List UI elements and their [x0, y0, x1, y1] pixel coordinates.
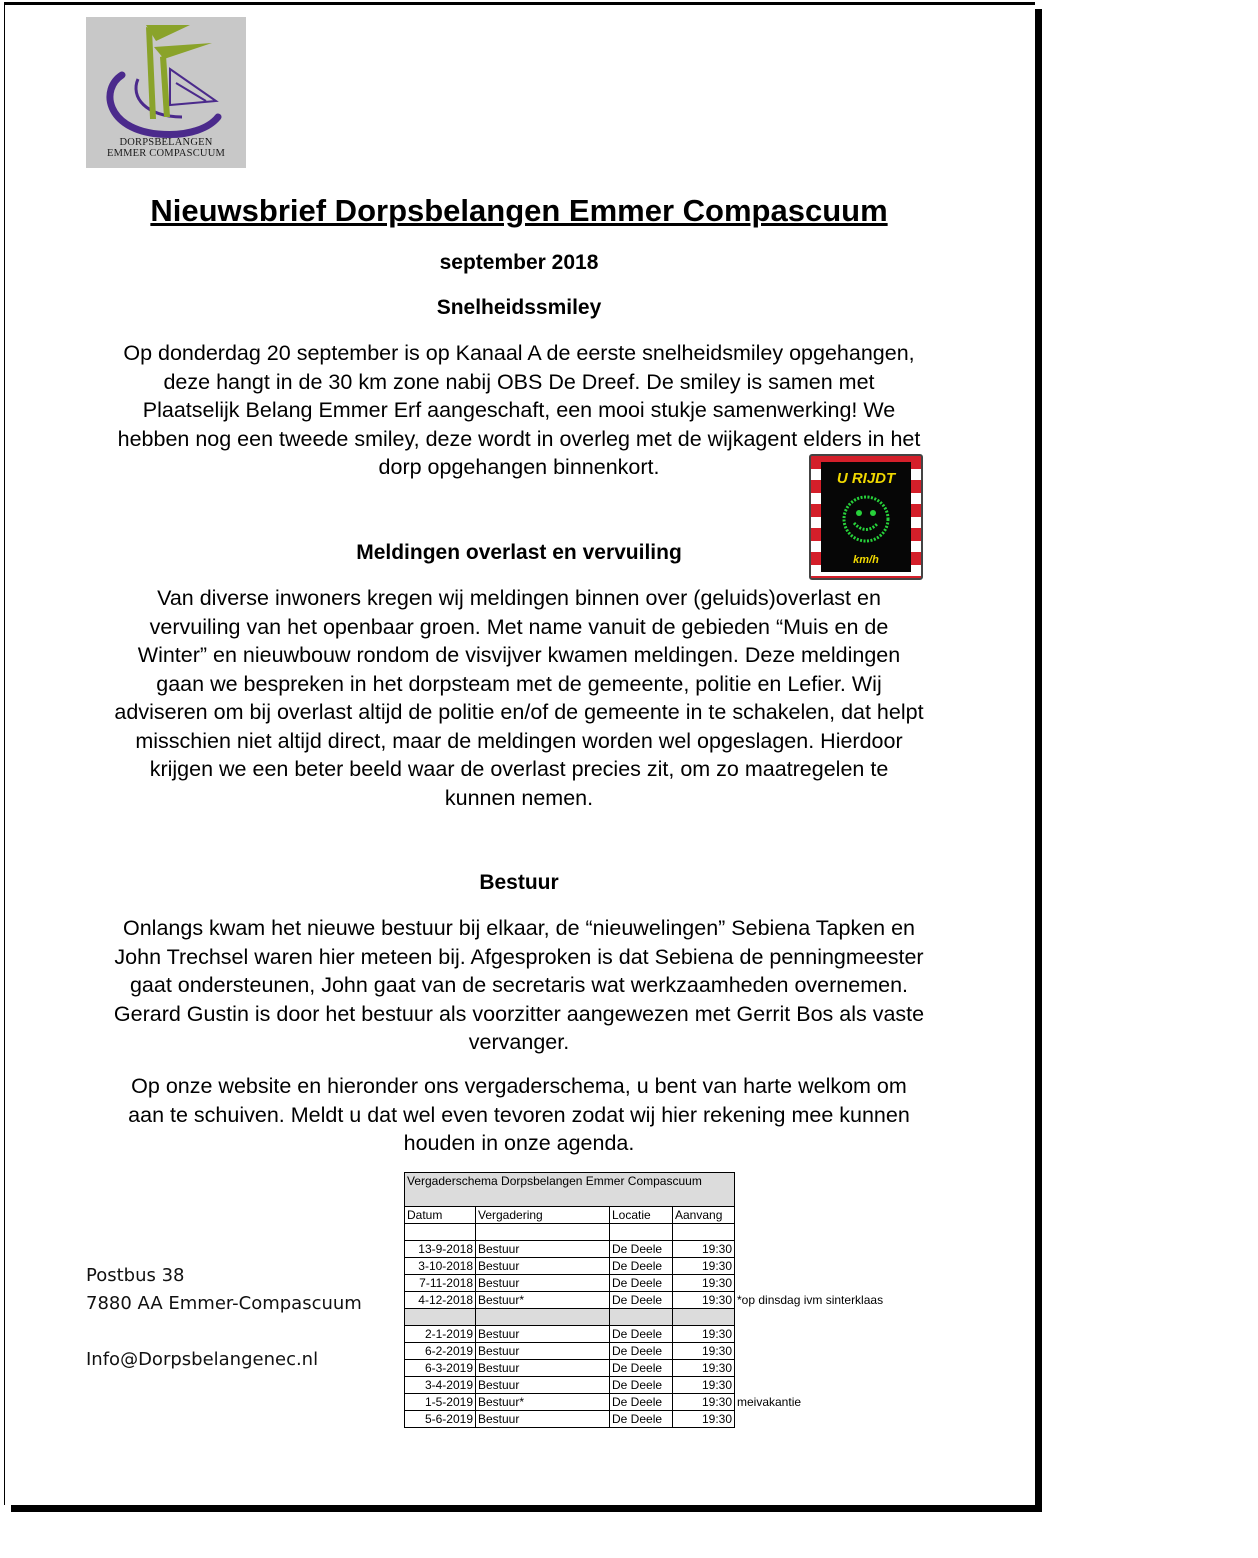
- section-meldingen: [0, 541, 1038, 565]
- address-email: Info@Dorpsbelangenec.nl: [86, 1349, 319, 1370]
- dorpsbelangen-logo: [86, 17, 246, 168]
- cell-note: [735, 1275, 886, 1292]
- paragraph-line: dorp opgehangen binnenkort.: [378, 455, 660, 479]
- cell-note: [735, 1377, 886, 1394]
- cell-meeting: Bestuur: [476, 1411, 610, 1428]
- header-datum: Datum: [405, 1207, 476, 1224]
- cell-note: meivakantie: [737, 1394, 802, 1409]
- cell-note: *op dinsdag ivm sinterklaas: [737, 1292, 884, 1307]
- paragraph-line: houden in onze agenda.: [403, 1131, 635, 1155]
- header-vergadering: Vergadering: [476, 1207, 610, 1224]
- paragraph-line: Op onze website en hieronder ons vergaderschema, u bent van harte welkom om: [131, 1074, 907, 1098]
- table-row: [405, 1377, 886, 1394]
- cell-location: De Deele: [610, 1343, 673, 1360]
- paragraph-line: hebben nog een tweede smiley, deze wordt in overleg met de wijkagent elders in het: [117, 426, 921, 451]
- cell-meeting: Bestuur*: [476, 1292, 610, 1309]
- cell-time: 19:30: [673, 1241, 735, 1258]
- cell-time: 19:30: [673, 1411, 735, 1428]
- paragraph-line: Van diverse inwoners kregen wij meldingen binnen over (geluids)overlast en: [157, 586, 881, 610]
- cell-location: De Deele: [610, 1411, 673, 1428]
- cell-location: De Deele: [610, 1360, 673, 1377]
- table-separator-row: [405, 1309, 886, 1326]
- paragraph-line: gaan we bespreken in het dorpsteam met de gemeente, politie en Lefier. Wij: [156, 671, 882, 696]
- section-heading: Snelheidssmiley: [436, 296, 602, 319]
- cell-date: 1-5-2019: [405, 1394, 476, 1411]
- section-meldingen-body: [0, 584, 1038, 812]
- paragraph-line: adviseren om bij overlast altijd de politie en/of de gemeente in te schakelen, dat helpt: [114, 700, 924, 724]
- cell-date: 5-6-2019: [405, 1411, 476, 1428]
- cell-note: [735, 1411, 886, 1428]
- cell-meeting: Bestuur: [476, 1360, 610, 1377]
- paragraph-line: Gerard Gustin is door het bestuur als voorzitter aangewezen met Gerrit Bos als vaste: [113, 1001, 925, 1026]
- section-heading: Meldingen overlast en vervuiling: [356, 541, 682, 564]
- cell-note: [735, 1343, 886, 1360]
- paragraph-line: gaat ondersteunen, John gaat van de secretaris wat werkzaamheden overnemen.: [129, 973, 909, 997]
- table-row: [405, 1343, 886, 1360]
- table-row: [405, 1411, 886, 1428]
- logo-sail-icon: [86, 17, 246, 147]
- cell-meeting: Bestuur: [476, 1343, 610, 1360]
- paragraph-line: deze hangt in de 30 km zone nabij OBS De Dreef. De smiley is samen met: [163, 369, 875, 394]
- paragraph-line: krijgen we een beter beeld waar de overlast precies zit, om zo maatregelen te: [149, 757, 889, 781]
- cell-date: 13-9-2018: [405, 1241, 476, 1258]
- newsletter-title: Nieuwsbrief Dorpsbelangen Emmer Compascuum: [150, 193, 888, 228]
- smiley-icon: [841, 494, 891, 544]
- cell-date: 2-1-2019: [405, 1326, 476, 1343]
- paragraph-line: Op donderdag 20 september is op Kanaal A de eerste snelheidsmiley opgehangen,: [123, 341, 915, 365]
- table-header-row: [405, 1207, 886, 1224]
- cell-meeting: Bestuur: [476, 1275, 610, 1292]
- address-city: 7880 AA Emmer-Compascuum: [86, 1293, 362, 1314]
- cell-location: De Deele: [610, 1258, 673, 1275]
- cell-location: De Deele: [610, 1275, 673, 1292]
- paragraph-line: misschien niet altijd direct, maar de meldingen worden wel opgeslagen. Hierdoor: [135, 728, 903, 753]
- cell-time: 19:30: [673, 1258, 735, 1275]
- cell-note: [735, 1360, 886, 1377]
- cell-location: De Deele: [610, 1326, 673, 1343]
- cell-time: 19:30: [673, 1292, 735, 1309]
- section-bestuur: [0, 871, 1038, 895]
- cell-date: 4-12-2018: [405, 1292, 476, 1309]
- table-row: [405, 1241, 886, 1258]
- newsletter-date: september 2018: [439, 251, 599, 274]
- cell-date: 3-10-2018: [405, 1258, 476, 1275]
- header-aanvang: Aanvang: [673, 1207, 735, 1224]
- paragraph-line: Plaatselijk Belang Emmer Erf aangeschaft, een mooi stukje samenwerking! We: [142, 398, 896, 422]
- address-spacer: [86, 1318, 362, 1346]
- cell-location: De Deele: [610, 1377, 673, 1394]
- section-heading: Bestuur: [479, 871, 559, 894]
- cell-date: 6-3-2019: [405, 1360, 476, 1377]
- cell-note: [735, 1326, 886, 1343]
- paragraph-line: Onlangs kwam het nieuwe bestuur bij elkaar, de “nieuwelingen” Sebiena Tapken en: [122, 916, 916, 940]
- cell-note: [735, 1241, 886, 1258]
- cell-time: 19:30: [673, 1360, 735, 1377]
- section-bestuur-body: [0, 914, 1038, 1057]
- cell-time: 19:30: [673, 1394, 735, 1411]
- address-postbus: Postbus 38: [86, 1265, 185, 1286]
- table-caption-row: [405, 1173, 886, 1207]
- paragraph-line: vervanger.: [468, 1030, 570, 1054]
- cell-time: 19:30: [673, 1326, 735, 1343]
- table-row: [405, 1258, 886, 1275]
- table-row: [405, 1292, 886, 1309]
- cell-date: 6-2-2019: [405, 1343, 476, 1360]
- logo-text-line2: EMMER COMPASCUUM: [106, 148, 226, 159]
- cell-date: 7-11-2018: [405, 1275, 476, 1292]
- paragraph-line: Winter” en nieuwbouw rondom de visvijver kwamen meldingen. Deze meldingen: [137, 643, 901, 667]
- cell-location: De Deele: [610, 1292, 673, 1309]
- cell-meeting: Bestuur*: [476, 1394, 610, 1411]
- paragraph-line: John Trechsel waren hier meteen bij. Afgesproken is dat Sebiena de penningmeester: [114, 944, 924, 969]
- logo-text-line1: DORPSBELANGEN: [119, 137, 213, 148]
- sign-bottom-text: km/h: [853, 554, 879, 566]
- sign-top-text: U RIJDT: [836, 470, 896, 487]
- header-locatie: Locatie: [610, 1207, 673, 1224]
- cell-time: 19:30: [673, 1275, 735, 1292]
- table-caption: Vergaderschema Dorpsbelangen Emmer Compascuum: [405, 1173, 735, 1207]
- paragraph-line: kunnen nemen.: [444, 785, 594, 810]
- section-bestuur-body-2: [0, 1072, 1038, 1158]
- cell-meeting: Bestuur: [476, 1326, 610, 1343]
- table-row: [405, 1275, 886, 1292]
- cell-location: De Deele: [610, 1241, 673, 1258]
- cell-meeting: Bestuur: [476, 1377, 610, 1394]
- cell-time: 19:30: [673, 1343, 735, 1360]
- table-row: [405, 1394, 886, 1411]
- meeting-schedule-table: [404, 1172, 886, 1428]
- contact-address: [86, 1262, 362, 1374]
- cell-time: 19:30: [673, 1377, 735, 1394]
- section-snelheidssmiley: [0, 296, 1038, 320]
- table-row: [405, 1360, 886, 1377]
- table-gap-row: [405, 1224, 886, 1241]
- cell-location: De Deele: [610, 1394, 673, 1411]
- cell-meeting: Bestuur: [476, 1241, 610, 1258]
- paragraph-line: aan te schuiven. Meldt u dat wel even tevoren zodat wij hier rekening mee kunnen: [128, 1102, 910, 1127]
- cell-note: [735, 1258, 886, 1275]
- cell-date: 3-4-2019: [405, 1377, 476, 1394]
- cell-meeting: Bestuur: [476, 1258, 610, 1275]
- table-row: [405, 1326, 886, 1343]
- paragraph-line: vervuiling van het openbaar groen. Met name vanuit de gebieden “Muis en de: [149, 614, 889, 639]
